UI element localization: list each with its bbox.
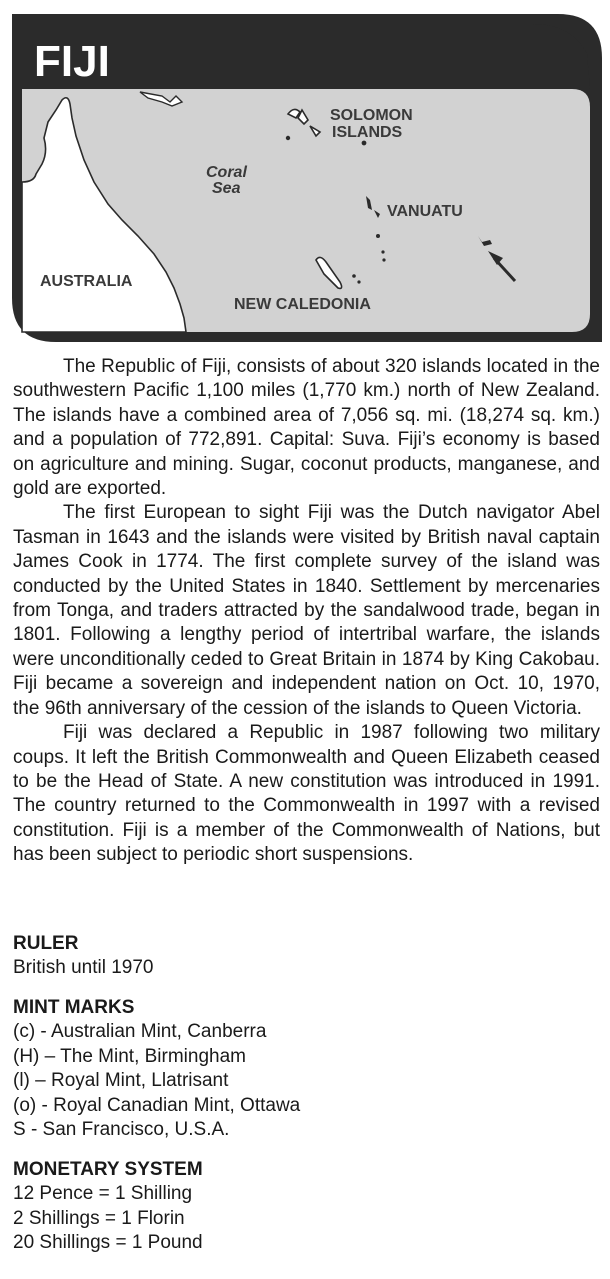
monetary-item: 2 Shillings = 1 Florin [13,1207,185,1229]
map-label-coral-1: Coral [206,164,247,181]
regional-map [12,14,602,342]
map-label-solomon-1: SOLOMON [330,107,413,124]
monetary-system-heading: MONETARY SYSTEM [13,1159,203,1180]
mint-mark-item: (l) – Royal Mint, Llatrisant [13,1070,229,1092]
map-label-australia: AUSTRALIA [40,273,133,290]
mint-mark-item: (H) – The Mint, Birmingham [13,1045,246,1067]
map-label-coral-2: Sea [212,180,241,197]
monetary-system-section [13,1158,600,1256]
mint-marks-heading: MINT MARKS [13,997,135,1018]
map-title: FIJI [34,37,110,86]
map-label-solomon-2: ISLANDS [332,124,403,141]
description [13,355,600,868]
paragraph: The first European to sight Fiji was the Dutch navigator Abel Tasman in 1643 and the islands were visited by British naval captain James Cook in 1774. The first complete survey of the island was conducted by the United States in 1840. Settlement by mercenaries from Tonga, and traders attracted by the sandalwood trade, began in 1801. Following a lengthy period of intertribal warfare, the islands were unconditionally ceded to Great Britain in 1874 by King Cakobau. Fiji became a sovereign and independent nation on Oct. 10, 1970, the 96th anniversary of the cession of the islands to Queen Victoria. [13,502,600,719]
mint-mark-item: (o) - Royal Canadian Mint, Ottawa [13,1094,301,1116]
map-label-vanuatu: VANUATU [387,203,463,220]
ruler-section [13,932,600,981]
mint-marks-section [13,996,600,1142]
monetary-item: 12 Pence = 1 Shilling [13,1183,193,1205]
map-label-new-caledonia: NEW CALEDONIA [234,296,371,313]
mint-mark-item: S - San Francisco, U.S.A. [13,1119,230,1141]
paragraph: The Republic of Fiji, consists of about 320 islands located in the southwestern Pacific 1,100 miles (1,770 km.) north of New Zealand. The islands have a combined area of 7,056 sq. mi. (18,274 sq. km.) and a population of 772,891. Capital: Suva. Fiji’s economy is based on agriculture and mining. Sugar, coconut products, manganese, and gold are exported. [13,356,600,500]
mint-mark-item: (c) - Australian Mint, Canberra [13,1021,267,1043]
ruler-heading: RULER [13,933,79,954]
monetary-item: 20 Shillings = 1 Pound [13,1232,203,1254]
ruler-text: British until 1970 [13,957,154,979]
paragraph: Fiji was declared a Republic in 1987 following two military coups. It left the British Commonwealth and Queen Elizabeth ceased to be the Head of State. A new constitution was introduced in 1991. The country returned to the Commonwealth in 1997 with a revised constitution. Fiji is a member of the Commonwealth of Nations, but has been subject to periodic short suspensions. [13,722,600,866]
